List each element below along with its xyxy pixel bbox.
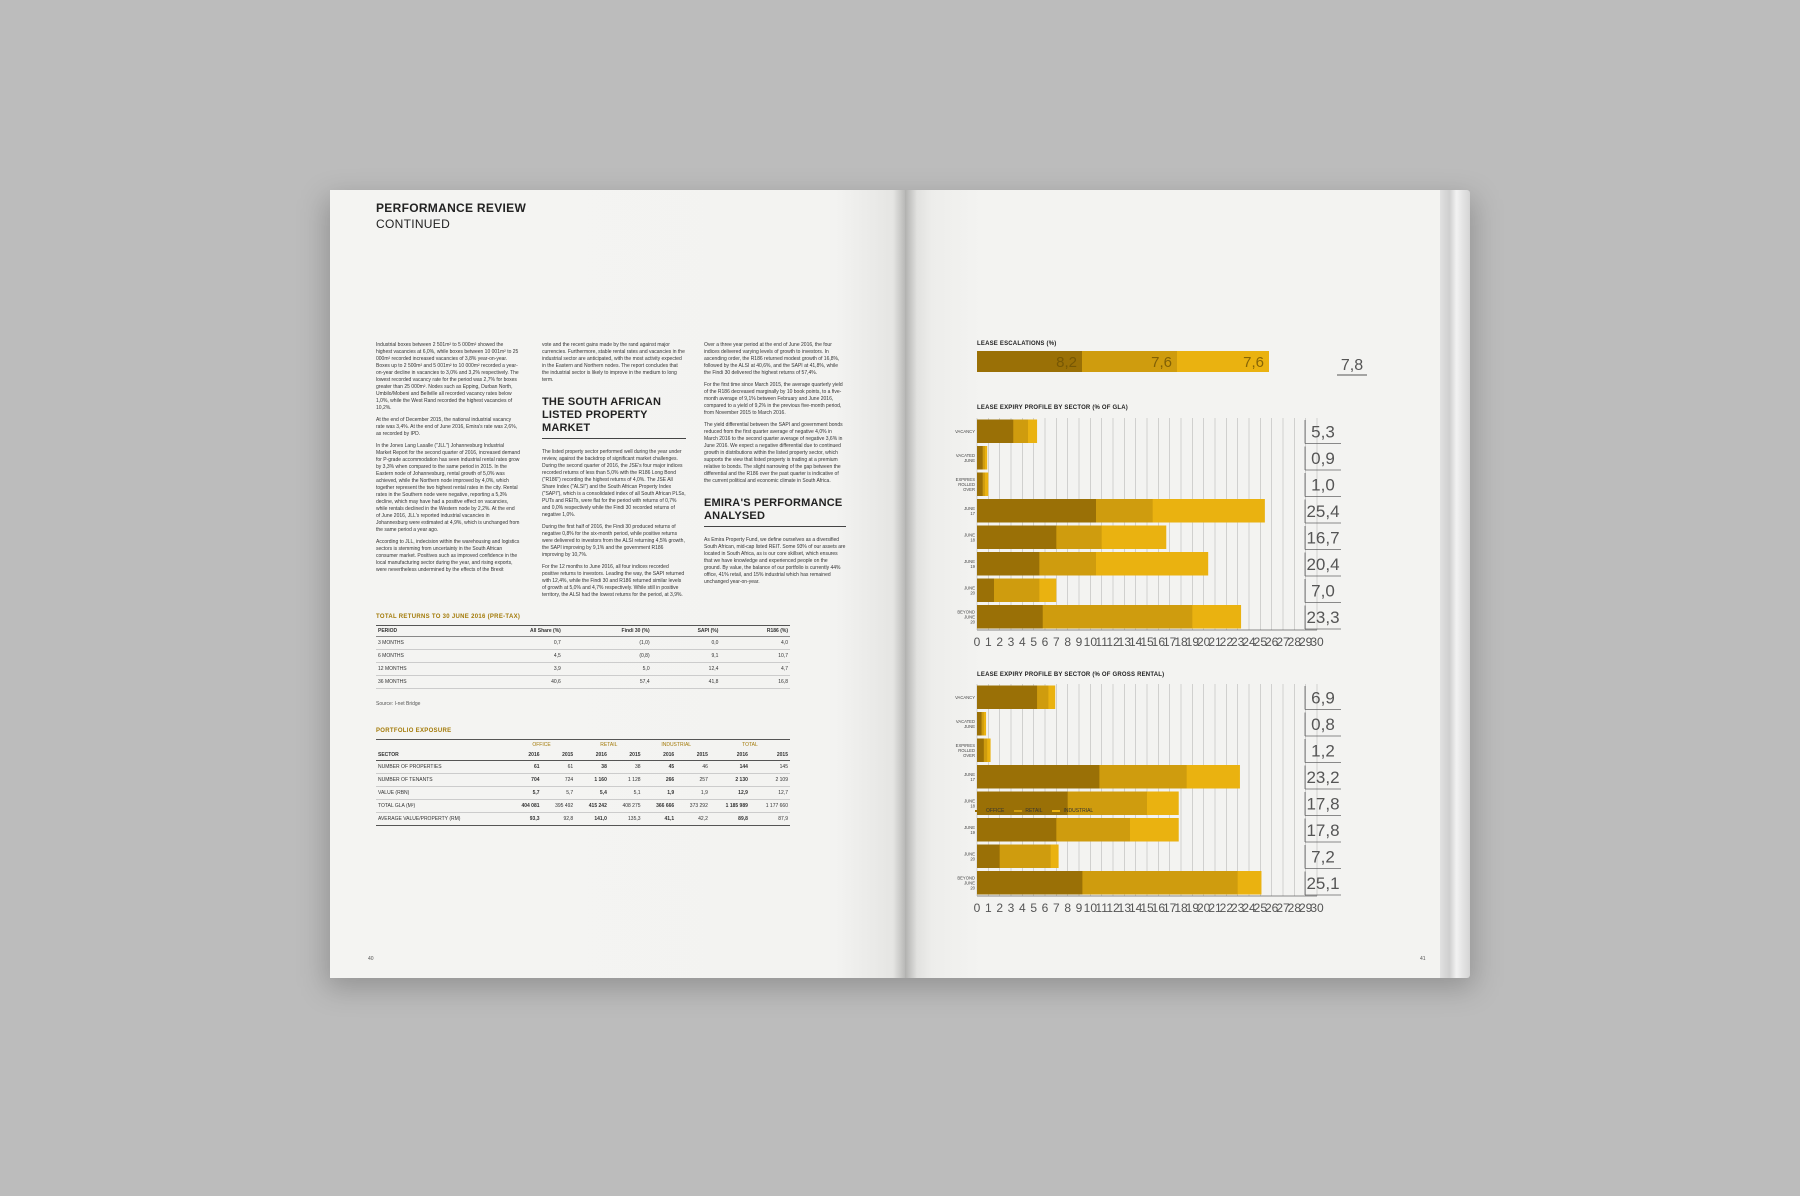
x-tick-label: 29 [1298, 901, 1313, 915]
category-label: VACATED [955, 718, 975, 724]
table-cell: 1,9 [643, 787, 677, 800]
table-cell: 38 [609, 761, 643, 774]
page-header-title: PERFORMANCE REVIEW [376, 201, 527, 215]
table-cell: 404 081 [508, 800, 542, 813]
category-label: OVER [963, 486, 975, 492]
category-label: 20 [970, 619, 975, 625]
x-tick-label: 24 [1242, 901, 1256, 915]
table-cell: 61 [508, 761, 542, 774]
paragraph: vote and the recent gains made by the rand against major currencies. Furthermore, stable rental rates and vacancies in the industrial sector are anticipated, with the most activity expected in the Eastern and Northern nodes. The report concludes that the industrial sector is likely to improve in the medium to long term. [542, 342, 685, 383]
x-tick-label: 8 [1064, 901, 1072, 915]
column-group-header: TOTAL [710, 740, 790, 751]
column-header: 2015 [750, 750, 790, 761]
paragraph: For the 12 months to June 2016, all four indices recorded positive returns to investors. Leading the way, the SAPI returned with 12,4%, while the Findi 30 and R186 returned similar levels of growth at 5,0% and 4,7% respectively. While still in positive territory, the ALSI had the lowest returns for the period, at 3,9%. [542, 564, 685, 598]
bar-office [977, 605, 1043, 629]
total-value-label: 20,4 [1306, 554, 1340, 574]
x-tick-label: 14 [1128, 901, 1143, 915]
x-tick-label: 12 [1106, 901, 1120, 915]
table-cell: 1 185 989 [710, 800, 750, 813]
table-cell: 92,8 [542, 813, 576, 826]
x-tick-label: 0 [973, 901, 981, 915]
table-cell: VALUE (RBN) [376, 787, 508, 800]
category-label: OVER [963, 752, 975, 758]
category-label: 20 [970, 856, 975, 862]
x-tick-label: 28 [1287, 635, 1302, 649]
bar-office [977, 739, 984, 763]
total-value-label: 23,3 [1306, 607, 1340, 627]
category-label: 17 [970, 510, 975, 516]
table-cell: 87,9 [750, 813, 790, 826]
bar-office [977, 686, 1037, 710]
category-label: JUNE [964, 614, 975, 620]
page-stack-edge [1436, 190, 1470, 978]
page-number: 40 [368, 956, 374, 962]
total-value-label: 1,0 [1311, 475, 1335, 495]
category-label: JUNE [964, 824, 975, 830]
table-cell: 41,8 [652, 676, 721, 689]
page-number: 41 [1420, 956, 1426, 962]
table-cell: NUMBER OF TENANTS [376, 774, 508, 787]
legend-office: OFFICE [975, 808, 1004, 814]
table-cell: 366 666 [643, 800, 677, 813]
x-tick-label: 4 [1018, 901, 1026, 915]
column-group-header: OFFICE [508, 740, 575, 751]
x-tick-label: 13 [1117, 635, 1132, 649]
x-tick-label: 30 [1310, 635, 1324, 649]
table-cell: 2 130 [710, 774, 750, 787]
x-tick-label: 24 [1242, 635, 1256, 649]
escalation-value-label: 7,6 [1243, 354, 1264, 371]
category-label: 19 [970, 563, 975, 569]
paragraph: The listed property sector performed well during the year under review, against the backdrop of significant market challenges. During the second quarter of 2016, the JSE's four major indices recorded returns of less than 5,0% with the R186 Long Bond ("R186") recording the highest returns of 4,0%. The JSE All Share Index ("ALSI") and the South African Property Index ("SAPI"), which is a consolidated index of all South African PLSs, PUTs and REITs, were flat for the period with returns of 0,7% and 0,0% respectively while the Findi 30 recorded returns of negative 1,0%. [542, 449, 686, 518]
x-tick-label: 9 [1075, 901, 1083, 915]
category-label: EXPIRIES [955, 742, 975, 748]
portfolio-exposure-table [376, 739, 790, 826]
x-tick-label: 15 [1140, 635, 1154, 649]
paragraph: As Emira Property Fund, we define ourselves as a diversified South African, mid-cap listed REIT. Some 93% of our assets are located in South Africa, as is our core skillset, which ensures that we have knowledge and experienced people on the ground. By value, the balance of our portfolio is currently 44% office, 41% retail, and 15% industrial which has remained unchanged year-on-year. [704, 537, 846, 585]
column-header: All Share (%) [466, 626, 562, 637]
x-tick-label: 20 [1196, 901, 1211, 915]
table-cell: 0,7 [466, 637, 562, 650]
category-label: EXPIRIES [955, 476, 975, 482]
table-row [376, 774, 790, 787]
x-tick-label: 27 [1276, 635, 1290, 649]
column-group-header: RETAIL [575, 740, 642, 751]
table-cell: 408 275 [609, 800, 643, 813]
total-value-label: 0,9 [1311, 448, 1335, 468]
category-label: 20 [970, 590, 975, 596]
table-cell: 373 292 [676, 800, 710, 813]
x-tick-label: 3 [1007, 901, 1015, 915]
bar-office [977, 818, 1056, 842]
column-header: Findi 30 (%) [563, 626, 652, 637]
x-tick-label: 23 [1230, 635, 1245, 649]
table-cell: (1,0) [563, 637, 652, 650]
category-label: JUNE [964, 505, 975, 511]
table-cell: 4,5 [466, 650, 562, 663]
text-column-1 [376, 342, 520, 579]
paragraph: Over a three year period at the end of June 2016, the four indices delivered varying levels of growth to investors. In ascending order, the R186 returned modest growth of 16,8%, followed by the ALSI at 40,6%, and the SAPI at 41,8%, while the Findi 30 delivered the highest returns of 57,4%. [704, 342, 840, 376]
category-label: VACATED [955, 452, 975, 458]
paragraph: During the first half of 2016, the Findi 30 produced returns of negative 0,8% for the six-month period, while positive returns were delivered to investors from the ALSI returning 4,5% growth, the SAPI improving by 9,1% and the government R186 improving by 10,7%. [542, 524, 685, 558]
x-tick-label: 26 [1264, 901, 1279, 915]
table-cell: 42,2 [676, 813, 710, 826]
table-cell: 0,0 [652, 637, 721, 650]
table-cell: 9,1 [652, 650, 721, 663]
table-cell: 1 177 660 [750, 800, 790, 813]
table-cell: 5,7 [542, 787, 576, 800]
table-row [376, 650, 790, 663]
paragraph: In the Jones Lang Lasalle ("JLL") Johannesburg Industrial Market Report for the second quarter of 2016, increased demand for P-grade accommodation has seen industrial rental rates grow by 3,3% when compared to the same period in 2015. In the Eastern node of Johannesburg, rental growth of 5,0% was achieved, while the Northern node improved by 4,0%, which together represent the two highest rental rates in the city. Rental rates in the Southern node were negative, reporting a 5,3% decline, which may have had a positive effect on vacancies, while rentals declined in the Western node by 2,2%. At the end of June 2016, JLL's reported industrial vacancies in Johannesburg were estimated at 4,9%, which is unchanged from the same period a year ago. [376, 443, 520, 533]
table-cell: 415 242 [575, 800, 609, 813]
total-value-label: 7,2 [1311, 847, 1335, 867]
category-label: ROLLED [958, 481, 975, 487]
table-cell: 1,9 [676, 787, 710, 800]
x-tick-label: 28 [1287, 901, 1302, 915]
x-tick-label: 22 [1219, 901, 1234, 915]
table-cell: 3 MONTHS [376, 637, 466, 650]
table-cell: 89,8 [710, 813, 750, 826]
table-row [376, 813, 790, 826]
category-label: JUNE [964, 771, 975, 777]
x-tick-label: 1 [984, 635, 992, 649]
column-header: 2016 [508, 750, 542, 761]
category-label: 17 [970, 776, 975, 782]
table-cell: 141,0 [575, 813, 609, 826]
exposure-table-title: PORTFOLIO EXPOSURE [376, 728, 452, 734]
table-cell: 4,0 [720, 637, 790, 650]
category-label: JUNE [964, 880, 975, 886]
table-cell: 5,1 [609, 787, 643, 800]
bar-office [977, 499, 1096, 523]
x-tick-label: 23 [1230, 901, 1245, 915]
total-value-label: 25,4 [1306, 501, 1340, 521]
x-tick-label: 25 [1253, 901, 1268, 915]
x-tick-label: 17 [1162, 635, 1177, 649]
table-cell: 6 MONTHS [376, 650, 466, 663]
legend-industrial: INDUSTRIAL [1052, 808, 1093, 814]
table-cell: 266 [643, 774, 677, 787]
table-cell: (0,8) [563, 650, 652, 663]
table-cell: 724 [542, 774, 576, 787]
table-cell: 93,3 [508, 813, 542, 826]
category-label: JUNE [964, 532, 975, 538]
total-value-label: 5,3 [1311, 422, 1335, 442]
table-cell: 57,4 [563, 676, 652, 689]
category-label: 18 [970, 803, 975, 809]
group-spacer [376, 740, 508, 751]
table-cell: 1 128 [609, 774, 643, 787]
category-label: 20 [970, 885, 975, 891]
category-label: JUNE [964, 723, 975, 729]
table-cell: TOTAL GLA (M²) [376, 800, 508, 813]
escalation-total-label: 7,8 [1340, 357, 1364, 374]
x-tick-label: 0 [973, 635, 981, 649]
column-header: 2015 [542, 750, 576, 761]
x-tick-label: 2 [996, 635, 1004, 649]
total-value-label: 16,7 [1306, 528, 1340, 548]
bar-office [977, 552, 1039, 576]
total-value-label: 25,1 [1306, 873, 1340, 893]
book-gutter [893, 190, 917, 978]
paragraph: For the first time since March 2015, the average quarterly yield of the R186 decreased marginally by 10 book points, to a five-month average of 9,1% between February and June 2016, compared to a yield of 9,2% in the previous five-month period, from November 2015 to March 2016. [704, 382, 843, 416]
page-header-subtitle: CONTINUED [376, 217, 451, 231]
table-cell: 40,6 [466, 676, 562, 689]
gla-chart-title: LEASE EXPIRY PROFILE BY SECTOR (% OF GLA) [977, 405, 1128, 411]
x-tick-label: 6 [1041, 635, 1049, 649]
x-tick-label: 11 [1095, 635, 1108, 649]
table-row [376, 637, 790, 650]
right-page [905, 190, 1440, 978]
x-tick-label: 19 [1185, 901, 1200, 915]
x-tick-label: 27 [1276, 901, 1290, 915]
escalation-value-label: 8,2 [1056, 354, 1077, 371]
x-tick-label: 16 [1151, 635, 1166, 649]
table-cell: 1 160 [575, 774, 609, 787]
table-row [376, 663, 790, 676]
table-cell: 12,4 [652, 663, 721, 676]
x-tick-label: 18 [1174, 635, 1188, 649]
table-row [376, 761, 790, 774]
x-tick-label: 29 [1298, 635, 1313, 649]
x-tick-label: 21 [1208, 901, 1222, 915]
x-tick-label: 30 [1310, 901, 1324, 915]
table-cell: AVERAGE VALUE/PROPERTY (RM) [376, 813, 508, 826]
table-cell: NUMBER OF PROPERTIES [376, 761, 508, 774]
table-cell: 395 492 [542, 800, 576, 813]
total-value-label: 23,2 [1306, 767, 1340, 787]
charts-svg [905, 190, 1440, 978]
column-header: R186 (%) [720, 626, 790, 637]
x-tick-label: 12 [1106, 635, 1120, 649]
x-tick-label: 4 [1018, 635, 1026, 649]
table-cell: 704 [508, 774, 542, 787]
paragraph: The yield differential between the SAPI and government bonds reduced from the first quarter average of negative 4,0% in March 2016 to the second quarter average of negative 3,6% in June 2016. We expect a negative differential due to continued growth in distributions within the listed property sector, which supports the view that listed property is trading at a premium relative to bonds. The slight narrowing of the gap between the differential and the R186 over the past quarter is indicative of the current political and economic climate in South Africa. [704, 422, 843, 484]
table-cell: 145 [750, 761, 790, 774]
bar-office [977, 446, 983, 470]
x-tick-label: 9 [1075, 635, 1083, 649]
table-cell: 46 [676, 761, 710, 774]
returns-table-title: TOTAL RETURNS TO 30 JUNE 2016 (PRE-TAX) [376, 614, 521, 620]
bar-office [977, 473, 983, 497]
x-tick-label: 8 [1064, 635, 1072, 649]
column-header: 2016 [643, 750, 677, 761]
table-cell: 16,8 [720, 676, 790, 689]
paragraph: According to JLL, indecision within the warehousing and logistics sectors is stemming from uncertainty in the South African consumer market. Positives such as improved confidence in the local manufacturing sector during the year, and rising exports, were nevertheless undermined by the effects of the Brexit [376, 539, 520, 573]
x-tick-label: 26 [1264, 635, 1279, 649]
column-header: SAPI (%) [652, 626, 721, 637]
bar-office [977, 420, 1013, 444]
column-header: 2016 [575, 750, 609, 761]
total-value-label: 1,2 [1311, 741, 1335, 761]
table-cell: 5,0 [563, 663, 652, 676]
total-value-label: 0,8 [1311, 714, 1335, 734]
section-title: EMIRA'S PERFORMANCE ANALYSED [704, 497, 846, 527]
category-label: JUNE [964, 558, 975, 564]
x-tick-label: 7 [1052, 901, 1060, 915]
table-cell: 61 [542, 761, 576, 774]
bar-office [977, 765, 1099, 789]
total-value-label: 17,8 [1306, 820, 1340, 840]
category-label: ROLLED [958, 747, 975, 753]
x-tick-label: 5 [1030, 901, 1038, 915]
table-cell: 10,7 [720, 650, 790, 663]
table-cell: 3,9 [466, 663, 562, 676]
x-tick-label: 13 [1117, 901, 1132, 915]
column-header: SECTOR [376, 750, 508, 761]
x-tick-label: 1 [984, 901, 992, 915]
table-row [376, 787, 790, 800]
column-header: 2015 [609, 750, 643, 761]
category-label: JUNE [964, 457, 975, 463]
legend-retail: RETAIL [1014, 808, 1042, 814]
table-row [376, 676, 790, 689]
category-label: JUNE [964, 851, 975, 857]
table-cell: 257 [676, 774, 710, 787]
table-cell: 12,7 [750, 787, 790, 800]
table-cell: 5,4 [575, 787, 609, 800]
paragraph: Industrial boxes between 2 501m² to 5 000m² showed the highest vacancies at 6,0%, while boxes between 10 001m² to 25 000m² recorded increased vacancies of 3,8% year-on-year. Boxes up to 2 500m² and 5 001m² to 10 000m² recorded a year-on-year decline in vacancies to 3,0% and 3,2% respectively. The lowest recorded vacancy rate for the period was 2,7% for boxes greater than 25 000m². Nodes such as Epping, Durban North, Umbilo/Mobeni and Bellville all recorded vacancy rates below 1,0%, while the West Rand recorded the highest vacancies of 10,2%. [376, 342, 519, 411]
x-tick-label: 7 [1052, 635, 1060, 649]
category-label: VACANCY [955, 428, 975, 434]
chart-legend [975, 808, 1093, 814]
category-label: BEYOND [957, 875, 975, 881]
column-header: 2016 [710, 750, 750, 761]
x-tick-label: 17 [1162, 901, 1177, 915]
text-column-2 [542, 342, 686, 604]
total-value-label: 6,9 [1311, 688, 1335, 708]
x-tick-label: 22 [1219, 635, 1234, 649]
category-label: BEYOND [957, 609, 975, 615]
table-cell: 4,7 [720, 663, 790, 676]
table-cell: 144 [710, 761, 750, 774]
table-cell: 135,3 [609, 813, 643, 826]
x-tick-label: 11 [1095, 901, 1108, 915]
x-tick-label: 10 [1083, 635, 1098, 649]
category-label: 19 [970, 829, 975, 835]
x-tick-label: 21 [1208, 635, 1222, 649]
table-cell: 45 [643, 761, 677, 774]
text-column-3 [704, 342, 846, 591]
column-header: PERIOD [376, 626, 466, 637]
table-cell: 38 [575, 761, 609, 774]
bar-office [977, 526, 1056, 550]
total-value-label: 17,8 [1306, 794, 1340, 814]
bar-office [977, 845, 1000, 869]
table-cell: 12,9 [710, 787, 750, 800]
bar-office [977, 579, 994, 603]
bar-office [977, 871, 1082, 895]
category-label: 18 [970, 537, 975, 543]
table-cell: 41,1 [643, 813, 677, 826]
escalations-title: LEASE ESCALATIONS (%) [977, 341, 1057, 347]
paragraph: At the end of December 2015, the national industrial vacancy rate was 3,4%. At the end of June 2016, Emira's rate was 2,6%, as recorded by IPD. [376, 417, 518, 437]
x-tick-label: 16 [1151, 901, 1166, 915]
table-cell: 36 MONTHS [376, 676, 466, 689]
left-page [330, 190, 905, 978]
x-tick-label: 15 [1140, 901, 1154, 915]
table-row [376, 800, 790, 813]
table-cell: 2 109 [750, 774, 790, 787]
column-group-header: INDUSTRIAL [643, 740, 710, 751]
x-tick-label: 2 [996, 901, 1004, 915]
x-tick-label: 5 [1030, 635, 1038, 649]
x-tick-label: 25 [1253, 635, 1268, 649]
bar-office [977, 712, 982, 736]
category-label: VACANCY [955, 694, 975, 700]
x-tick-label: 20 [1196, 635, 1211, 649]
table-cell: 5,7 [508, 787, 542, 800]
category-label: JUNE [964, 585, 975, 591]
table-cell: 12 MONTHS [376, 663, 466, 676]
total-value-label: 7,0 [1311, 581, 1335, 601]
returns-table [376, 625, 790, 689]
category-label: JUNE [964, 798, 975, 804]
x-tick-label: 3 [1007, 635, 1015, 649]
column-header: 2015 [676, 750, 710, 761]
x-tick-label: 19 [1185, 635, 1200, 649]
rental-chart-title: LEASE EXPIRY PROFILE BY SECTOR (% OF GROSS RENTAL) [977, 672, 1165, 678]
x-tick-label: 6 [1041, 901, 1049, 915]
x-tick-label: 18 [1174, 901, 1188, 915]
table-source: Source: I-net Bridge [376, 701, 421, 707]
x-tick-label: 14 [1128, 635, 1143, 649]
x-tick-label: 10 [1083, 901, 1098, 915]
section-title: THE SOUTH AFRICAN LISTED PROPERTY MARKET [542, 396, 686, 439]
escalation-value-label: 7,6 [1151, 354, 1172, 371]
